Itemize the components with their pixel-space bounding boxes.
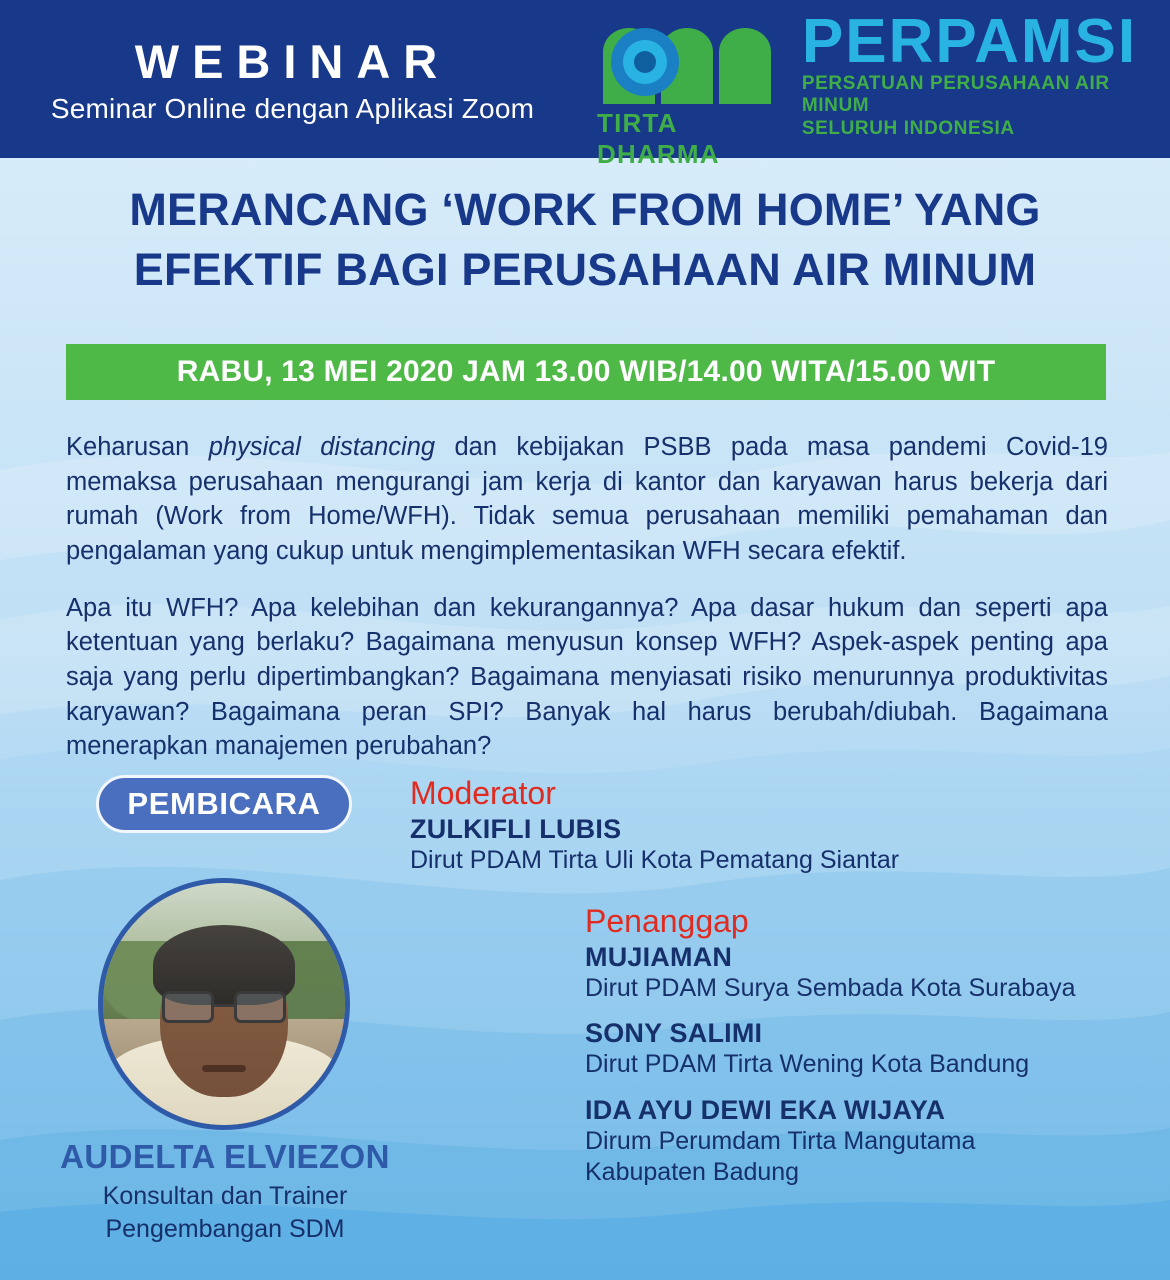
penanggap-list	[410, 942, 1110, 1189]
penanggap-description-1: Dirut PDAM Surya Sembada Kota Surabaya	[585, 973, 1076, 1002]
moderator-description: Dirut PDAM Tirta Uli Kota Pematang Siantar	[410, 846, 900, 874]
list-item	[410, 814, 1110, 877]
perpamsi-brand-sub-2: SELURUH INDONESIA	[801, 117, 1015, 139]
perpamsi-brand-sub-1: PERSATUAN PERUSAHAAN AIR MINUM	[801, 72, 1110, 117]
perpamsi-brand: PERPAMSI	[801, 7, 1138, 77]
description-paragraph-1	[66, 430, 1108, 569]
speaker-portrait	[103, 883, 345, 1125]
list-item	[585, 942, 1110, 1005]
penanggap-name-1: MUJIAMAN	[585, 941, 733, 972]
speaker-role-line-1: Konsultan dan Trainer	[102, 1182, 348, 1210]
list-item	[585, 1095, 1110, 1189]
penanggap-description-2: Dirut PDAM Tirta Wening Kota Bandung	[585, 1050, 1030, 1078]
avatar	[98, 878, 350, 1130]
paragraph-1-part-1: Keharusan	[66, 433, 209, 461]
page-title-line-2: EFEKTIF BAGI PERUSAHAAN AIR MINUM	[133, 243, 1037, 295]
speaker-name: AUDELTA ELVIEZON	[60, 1138, 390, 1175]
penanggap-description-3-line-2: Kabupaten Badung	[585, 1158, 800, 1186]
header-left-block	[0, 33, 585, 124]
list-item	[585, 1018, 1110, 1081]
poster-header	[0, 0, 1170, 169]
perpamsi-m-logo-icon	[599, 26, 795, 104]
moderator-block	[410, 775, 1110, 877]
description-text	[66, 430, 1108, 764]
speaker-role	[40, 1180, 410, 1246]
paragraph-1-italic: physical distancing	[208, 433, 436, 461]
page-title	[0, 180, 1170, 300]
paragraph-1-part-2: dan kebijakan PSBB pada masa pandemi Covid-19 memaksa perusahaan mengurangi jam kerja di kantor dan karyawan harus bekerja dari rumah (Work from Home/WFH). Tidak semua perusahaan memiliki pemahaman dan pengalaman yang cukup untuk mengimplementasikan WFH secara efektif.	[66, 433, 1108, 566]
webinar-subtitle: Seminar Online dengan Aplikasi Zoom	[50, 92, 535, 124]
page-title-line-1: MERANCANG ‘WORK FROM HOME’ YANG	[129, 184, 1041, 235]
tirta-dharma-label: TIRTA DHARMA	[597, 108, 720, 169]
header-logo-block	[585, 7, 1170, 169]
penanggap-heading: Penanggap	[585, 902, 749, 939]
roles-section	[410, 775, 1110, 1203]
glasses-icon	[162, 991, 286, 1025]
status-badge-pembicara: PEMBICARA	[96, 775, 352, 833]
perpamsi-logo	[593, 20, 796, 169]
moderator-heading: Moderator	[410, 775, 556, 811]
date-time-banner: RABU, 13 MEI 2020 JAM 13.00 WIB/14.00 WITA/15.00 WIT	[66, 344, 1106, 400]
penanggap-description-3-line-1: Dirum Perumdam Tirta Mangutama	[585, 1126, 976, 1155]
description-paragraph-2: Apa itu WFH? Apa kelebihan dan kekurangannya? Apa dasar hukum dan seperti apa ketentuan yang berlaku? Bagaimana menyusun konsep WFH? Aspek-aspek penting apa saja yang perlu dipertimbangkan? Bagaimana menyiasati risiko menurunnya produktivitas karyawan? Bagaimana peran SPI? Banyak hal harus berubah/diubah. Bagaimana menerapkan manajemen perubahan?	[66, 593, 1108, 761]
webinar-label: WEBINAR	[134, 35, 451, 89]
perpamsi-wordmark	[796, 7, 1170, 146]
speaker-role-line-2: Pengembangan SDM	[105, 1215, 345, 1243]
moderator-name: ZULKIFLI LUBIS	[410, 814, 622, 844]
penanggap-name-3: IDA AYU DEWI EKA WIJAYA	[585, 1094, 946, 1125]
penanggap-name-2: SONY SALIMI	[585, 1018, 763, 1048]
